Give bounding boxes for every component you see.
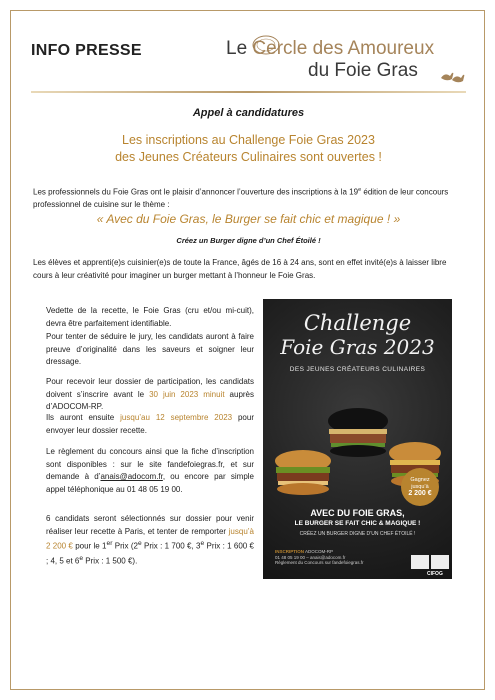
brand-logo	[226, 36, 466, 86]
headline	[31, 132, 466, 166]
burger-center	[328, 408, 388, 457]
paragraph-rules: Le règlement du concours ainsi que la fiche d’inscription sont disponibles : sur le site fandefoiegras.fr, et sur demande à d’anais@adocom.fr, ou encore par simple appel téléphonique au 01 48 05 19 00.	[46, 447, 255, 494]
brand-line-2: du Foie Gras	[308, 60, 418, 81]
headline-line-1: Les inscriptions au Challenge Foie Gras 2023	[122, 133, 375, 147]
email-link[interactable]: anais@adocom.fr	[100, 472, 163, 481]
paragraph-registration: Pour recevoir leur dossier de participation, les candidats doivent s’inscrire avant le 30 juin 2023 minuit auprès d’ADOCOM-RP.	[46, 377, 255, 411]
eligibility-paragraph: Les élèves et apprenti(e)s cuisinier(e)s de toute la France, âgés de 16 à 24 ans, sont en effet invité(e)s à laisser libre cours à leur créativité pour imaginer un burger mettant à l’honneur le Foie Gras.	[33, 258, 447, 280]
poster-claim-2: LE BURGER SE FAIT CHIC & MAGIQUE !	[294, 520, 421, 527]
cifog-logo: CIFOG	[427, 571, 443, 577]
poster-claim-3: CRÉEZ UN BURGER DIGNE D’UN CHEF ÉTOILÉ !	[299, 531, 416, 537]
kicker: Appel à candidatures	[192, 107, 305, 119]
contest-poster	[263, 299, 452, 579]
poster-title-2: Foie Gras 2023	[280, 335, 435, 359]
poster-claim-1: AVEC DU FOIE GRAS,	[310, 508, 405, 518]
poster-subtitle: DES JEUNES CRÉATEURS CULINAIRES	[289, 366, 426, 373]
partner-logo-1	[411, 555, 429, 569]
header-rule	[31, 91, 466, 93]
poster-title-1: Challenge	[303, 311, 412, 335]
brand-seal-icon	[251, 34, 281, 56]
theme-quote: « Avec du Foie Gras, le Burger se fait chic et magique ! »	[96, 212, 401, 226]
theme-subtitle: Créez un Burger digne d’un Chef Étoilé !	[176, 236, 321, 245]
paragraph-star: Vedette de la recette, le Foie Gras (cru et/ou mi-cuit), devra être parfaitement identifiable.	[46, 306, 254, 328]
headline-line-2: des Jeunes Créateurs Culinaires sont ouvertes !	[115, 150, 382, 164]
geese-icon	[439, 66, 467, 84]
paragraph-prizes: 6 candidats seront sélectionnés sur dossier pour venir réaliser leur recette à Paris, et tenter de remporter jusqu’à 2 200 € pour le 1er Prix (2e Prix : 1 700 €, 3e Prix : 1 600 € ; 4, 5 et 6e Prix : 1 500 €).	[46, 514, 255, 566]
header	[31, 36, 466, 86]
partner-logo-2	[431, 555, 449, 569]
prize-badge: Gagnez jusqu’à 2 200 €	[401, 468, 439, 506]
poster-footer: INSCRIPTION ADOCOM-RP 01 48 05 19 00 – anais@adocom.fr Règlement du Concours sur fandefoiegras.fr	[275, 549, 364, 565]
intro-paragraph: Les professionnels du Foie Gras ont le plaisir d’annoncer l’ouverture des inscriptions à la 19e édition de leur concours professionnel de cuisine sur le thème :	[33, 187, 449, 210]
burger-left	[275, 450, 331, 495]
brand-line-1: Le Cercle des Amoureux	[226, 38, 435, 59]
info-presse-label: INFO PRESSE	[31, 42, 142, 59]
paragraph-deadline: Ils auront ensuite jusqu’au 12 septembre 2023 pour envoyer leur dossier recette.	[46, 413, 254, 435]
paragraph-jury: Pour tenter de séduire le jury, les candidats auront à faire preuve d’originalité dans les saveurs et soigner leur dressage.	[46, 332, 254, 366]
